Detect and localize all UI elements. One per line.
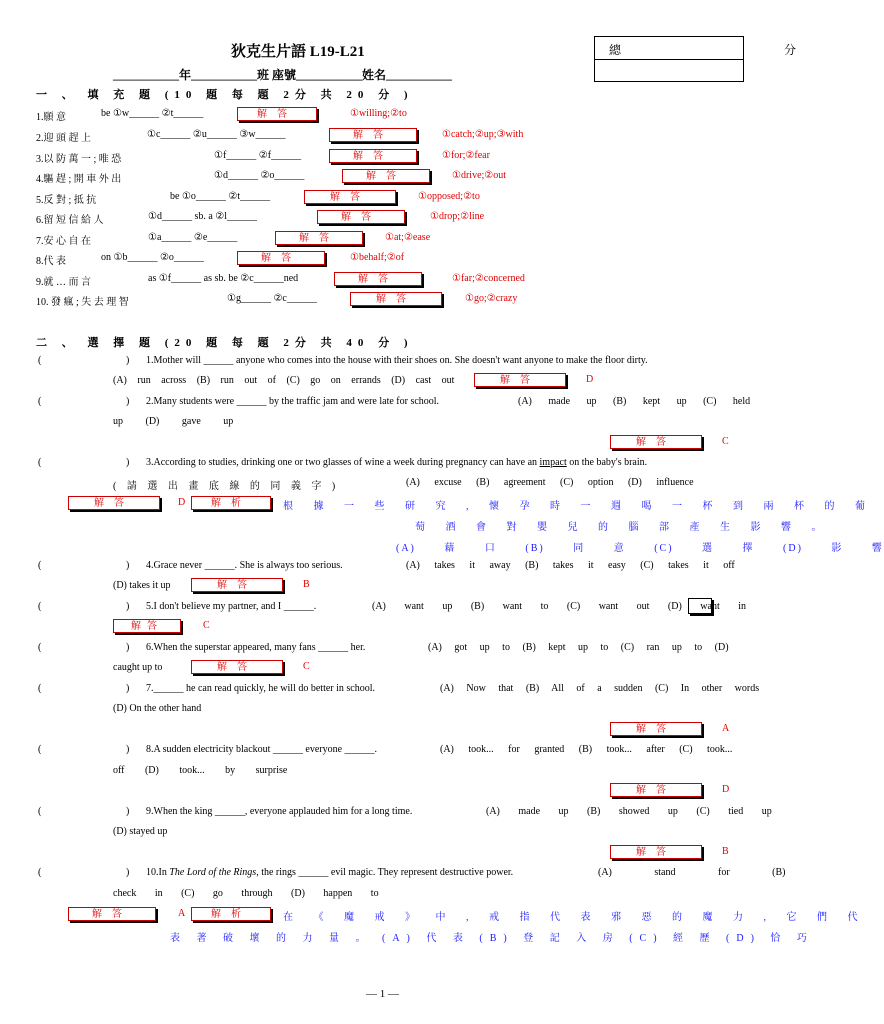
question-options: (A) made up (B) showed up (C) tied up: [486, 806, 772, 817]
answer-button[interactable]: 解答: [610, 845, 702, 859]
fill-text: ①d______ sb. a ②l______: [148, 211, 258, 222]
question-label: 1.願 意: [36, 112, 66, 123]
answer-button[interactable]: 解答: [610, 435, 702, 449]
fill-text: as ①f______ as sb. be ②c______ned: [148, 273, 299, 284]
question-label: 4.驅 趕 ; 開 車 外 出: [36, 174, 122, 185]
explanation-text: 根 據 一 些 研 究 , 懷 孕 時 一 週 喝 一 杯 到 兩 杯 的 葡: [283, 501, 874, 512]
explanation-options: (A) 藉 口 (B) 同 意 (C) 選 擇 (D) 影 響: [396, 543, 884, 554]
question-options: off (D) took... by surprise: [113, 765, 288, 776]
answer-button[interactable]: 解答: [317, 210, 405, 224]
answer-paren-close: ): [126, 806, 130, 817]
question-options: (A) takes it away (B) takes it easy (C) takes it off: [406, 560, 735, 571]
question-options: up (D) gave up: [113, 416, 234, 427]
question-options: (A) want up (B) want to (C) want out (D) want in: [372, 601, 747, 612]
answer-button[interactable]: 解答: [342, 169, 430, 183]
fill-text: ①a______ ②e______: [148, 232, 238, 243]
question-label: 5.反 對 ; 抵 抗: [36, 195, 97, 206]
answer-paren-close: ): [126, 601, 130, 612]
explanation-button[interactable]: 解析: [191, 496, 271, 510]
fill-text: on ①b______ ②o______: [101, 252, 204, 263]
answer-paren-close: ): [126, 560, 130, 571]
question-stem: 9.When the king ______, everyone applauded him for a long time.: [146, 806, 413, 817]
section1-heading: 一 、 填 充 題 (10 題 每 題 2分 共 20 分 ): [36, 89, 414, 101]
page-number: — 1 —: [366, 988, 399, 1000]
answer-button[interactable]: 解答: [237, 251, 325, 265]
question-label: 9.就 … 而 言: [36, 277, 91, 288]
answer-paren-open: (: [38, 806, 42, 817]
question-options: (A) run across (B) run out of (C) go on errands (D) cast out: [113, 375, 455, 386]
explanation-button[interactable]: 解析: [191, 907, 271, 921]
question-options: (D) stayed up: [113, 826, 168, 837]
answer-text: ①drive;②out: [452, 170, 507, 181]
answer-paren-close: ): [126, 744, 130, 755]
answer-button[interactable]: 解答: [191, 660, 283, 674]
answer-text: ①go;②crazy: [465, 293, 518, 304]
question-options: caught up to: [113, 662, 163, 673]
answer-text: C: [303, 661, 310, 672]
question-options: (A) excuse (B) agreement (C) option (D) influence: [406, 477, 694, 488]
question-options: (D) On the other hand: [113, 703, 202, 714]
answer-text: ①opposed;②to: [418, 191, 480, 202]
answer-paren-open: (: [38, 560, 42, 571]
question-options: (A) stand for (B): [598, 867, 786, 878]
answer-paren-open: (: [38, 355, 42, 366]
answer-paren-open: (: [38, 601, 42, 612]
empty-box: [688, 598, 712, 614]
answer-paren-open: (: [38, 744, 42, 755]
answer-text: D: [178, 497, 186, 508]
answer-button[interactable]: 解答: [474, 373, 566, 387]
answer-text: C: [203, 620, 210, 631]
question-options: (A) took... for granted (B) took... after (C) took...: [440, 744, 733, 755]
answer-paren-close: ): [126, 642, 130, 653]
question-stem: 7.______ he can read quickly, he will do better in school.: [146, 683, 376, 694]
answer-paren-open: (: [38, 683, 42, 694]
question-label: 6.留 短 信 給 人: [36, 215, 104, 226]
answer-paren-open: (: [38, 867, 42, 878]
answer-button[interactable]: 解答: [68, 496, 160, 510]
answer-text: B: [303, 579, 310, 590]
page-title: 狄克生片語 L19-L21: [231, 44, 365, 60]
answer-button[interactable]: 解答: [113, 619, 181, 633]
answer-button[interactable]: 解答: [329, 128, 417, 142]
answer-button[interactable]: 解答: [610, 722, 702, 736]
answer-paren-open: (: [38, 642, 42, 653]
question-stem: 2.Many students were ______ by the traffic jam and were late for school.: [146, 396, 440, 407]
answer-text: A: [178, 908, 186, 919]
explanation-text: 萄 酒 會 對 嬰 兒 的 腦 部 產 生 影 響 。: [415, 522, 831, 533]
question-options: (D) takes it up: [113, 580, 171, 591]
answer-paren-close: ): [126, 683, 130, 694]
score-box-label: 總 分: [609, 43, 877, 57]
answer-button[interactable]: 解答: [610, 783, 702, 797]
answer-paren-close: ): [126, 867, 130, 878]
answer-text: A: [722, 723, 730, 734]
question-label: 8.代 表: [36, 256, 66, 267]
answer-button[interactable]: 解答: [237, 107, 317, 121]
question-options: check in (C) go through (D) happen to: [113, 888, 379, 899]
answer-text: D: [586, 374, 594, 385]
question-stem: 3.According to studies, drinking one or two glasses of wine a week during pregnancy can have an impact on the baby's brain.: [146, 457, 648, 468]
answer-button[interactable]: 解答: [275, 231, 363, 245]
explanation-text: 在 《 魔 戒 》 中 , 戒 指 代 表 邪 惡 的 魔 力 , 它 們 代: [283, 912, 867, 923]
answer-text: ①willing;②to: [350, 108, 407, 119]
fill-text: be ①w______ ②t______: [101, 108, 204, 119]
section2-heading: 二 、 選 擇 題 (20 題 每 題 2分 共 40 分 ): [36, 337, 414, 349]
answer-text: ①catch;②up;③with: [442, 129, 524, 140]
answer-paren-open: (: [38, 396, 42, 407]
answer-button[interactable]: 解答: [68, 907, 156, 921]
question-stem: 1.Mother will ______ anyone who comes into the house with their shoes on. She doesn't want anyone to make the floor dirty.: [146, 355, 648, 366]
question-label: 3.以 防 萬 一 ; 唯 恐: [36, 154, 122, 165]
question-instruction: ( 請 選 出 畫 底 線 的 同 義 字 ): [113, 481, 340, 492]
question-options: (A) made up (B) kept up (C) held: [518, 396, 751, 407]
answer-text: ①far;②concerned: [452, 273, 525, 284]
explanation-text: 表 著 破 壞 的 力 量 。 (A) 代 表 (B) 登 記 入 房 (C) 經 歷 (D) 恰 巧: [170, 933, 814, 944]
question-label: 7.安 心 自 在: [36, 236, 91, 247]
answer-text: ①drop;②line: [430, 211, 485, 222]
answer-button[interactable]: 解答: [304, 190, 396, 204]
question-label: 2.迎 頭 趕 上: [36, 133, 91, 144]
question-stem: 8.A sudden electricity blackout ______ everyone ______.: [146, 744, 378, 755]
fill-text: ①d______ ②o______: [214, 170, 305, 181]
answer-paren-close: ): [126, 355, 130, 366]
question-stem: 5.I don't believe my partner, and I ______.: [146, 601, 317, 612]
answer-button[interactable]: 解答: [191, 578, 283, 592]
question-options: (A) got up to (B) kept up to (C) ran up to (D): [428, 642, 729, 653]
answer-paren-open: (: [38, 457, 42, 468]
fill-text: be ①o______ ②t______: [170, 191, 271, 202]
answer-button[interactable]: 解答: [329, 149, 417, 163]
answer-text: ①behalf;②of: [350, 252, 405, 263]
score-box: [594, 36, 877, 82]
answer-paren-close: ): [126, 396, 130, 407]
answer-text: C: [722, 436, 729, 447]
fill-text: ①c______ ②u______ ③w______: [147, 129, 286, 140]
fill-text: ①g______ ②c______: [227, 293, 317, 304]
answer-button[interactable]: 解答: [350, 292, 442, 306]
question-label: 10. 發 瘋 ; 失 去 理 智: [36, 297, 129, 308]
answer-text: ①at;②ease: [385, 232, 431, 243]
answer-text: D: [722, 784, 730, 795]
question-options: (A) Now that (B) All of a sudden (C) In other words: [440, 683, 760, 694]
student-info-line: ___________年___________班 座號___________姓名___________: [113, 68, 453, 82]
answer-text: ①for;②fear: [442, 150, 490, 161]
question-stem: 4.Grace never ______. She is always too serious.: [146, 560, 343, 571]
answer-text: B: [722, 846, 729, 857]
fill-text: ①f______ ②f______: [214, 150, 302, 161]
question-stem: 10.In The Lord of the Rings, the rings ______ evil magic. They represent destructive power.: [146, 867, 514, 878]
answer-paren-close: ): [126, 457, 130, 468]
question-stem: 6.When the superstar appeared, many fans ______ her.: [146, 642, 366, 653]
answer-button[interactable]: 解答: [334, 272, 422, 286]
